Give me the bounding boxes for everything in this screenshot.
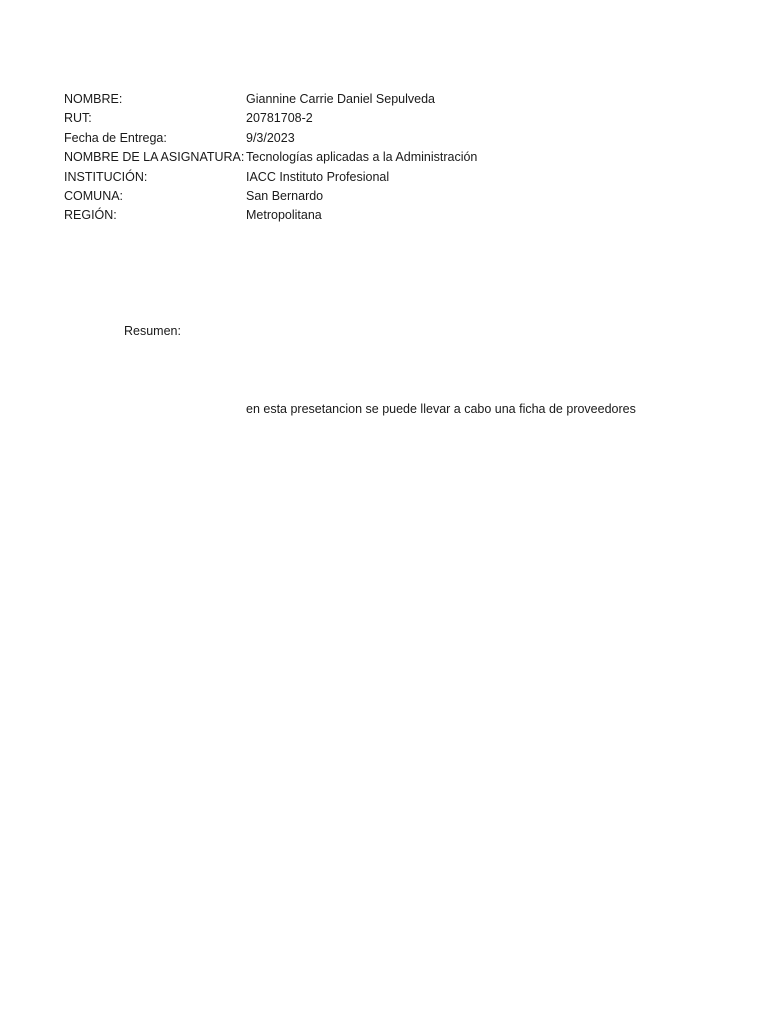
- student-info-table: [64, 90, 477, 226]
- info-row-region: [64, 206, 477, 225]
- info-row-nombre: [64, 90, 477, 109]
- info-row-comuna: [64, 187, 477, 206]
- info-label: Fecha de Entrega:: [64, 130, 167, 145]
- info-row-rut: [64, 109, 477, 128]
- info-value: Metropolitana: [246, 208, 322, 223]
- info-row-asignatura: [64, 148, 477, 167]
- info-value: 20781708-2: [246, 111, 313, 126]
- info-value: Giannine Carrie Daniel Sepulveda: [246, 92, 436, 106]
- info-value: San Bernardo: [246, 188, 324, 203]
- info-label: INSTITUCIÓN:: [64, 169, 148, 184]
- info-value: Tecnologías aplicadas a la Administración: [246, 150, 478, 165]
- info-label: COMUNA:: [64, 188, 124, 203]
- info-label: RUT:: [64, 111, 92, 126]
- info-label: NOMBRE:: [64, 92, 123, 106]
- summary-label: Resumen:: [124, 324, 181, 338]
- info-value: 9/3/2023: [246, 130, 295, 145]
- info-row-fecha-entrega: [64, 129, 477, 148]
- info-label: REGIÓN:: [64, 208, 117, 223]
- info-row-institucion: [64, 168, 477, 187]
- summary-text: en esta presetancion se puede llevar a cabo una ficha de proveedores: [246, 402, 636, 416]
- info-label: NOMBRE DE LA ASIGNATURA:: [64, 150, 245, 165]
- info-value: IACC Instituto Profesional: [246, 169, 390, 184]
